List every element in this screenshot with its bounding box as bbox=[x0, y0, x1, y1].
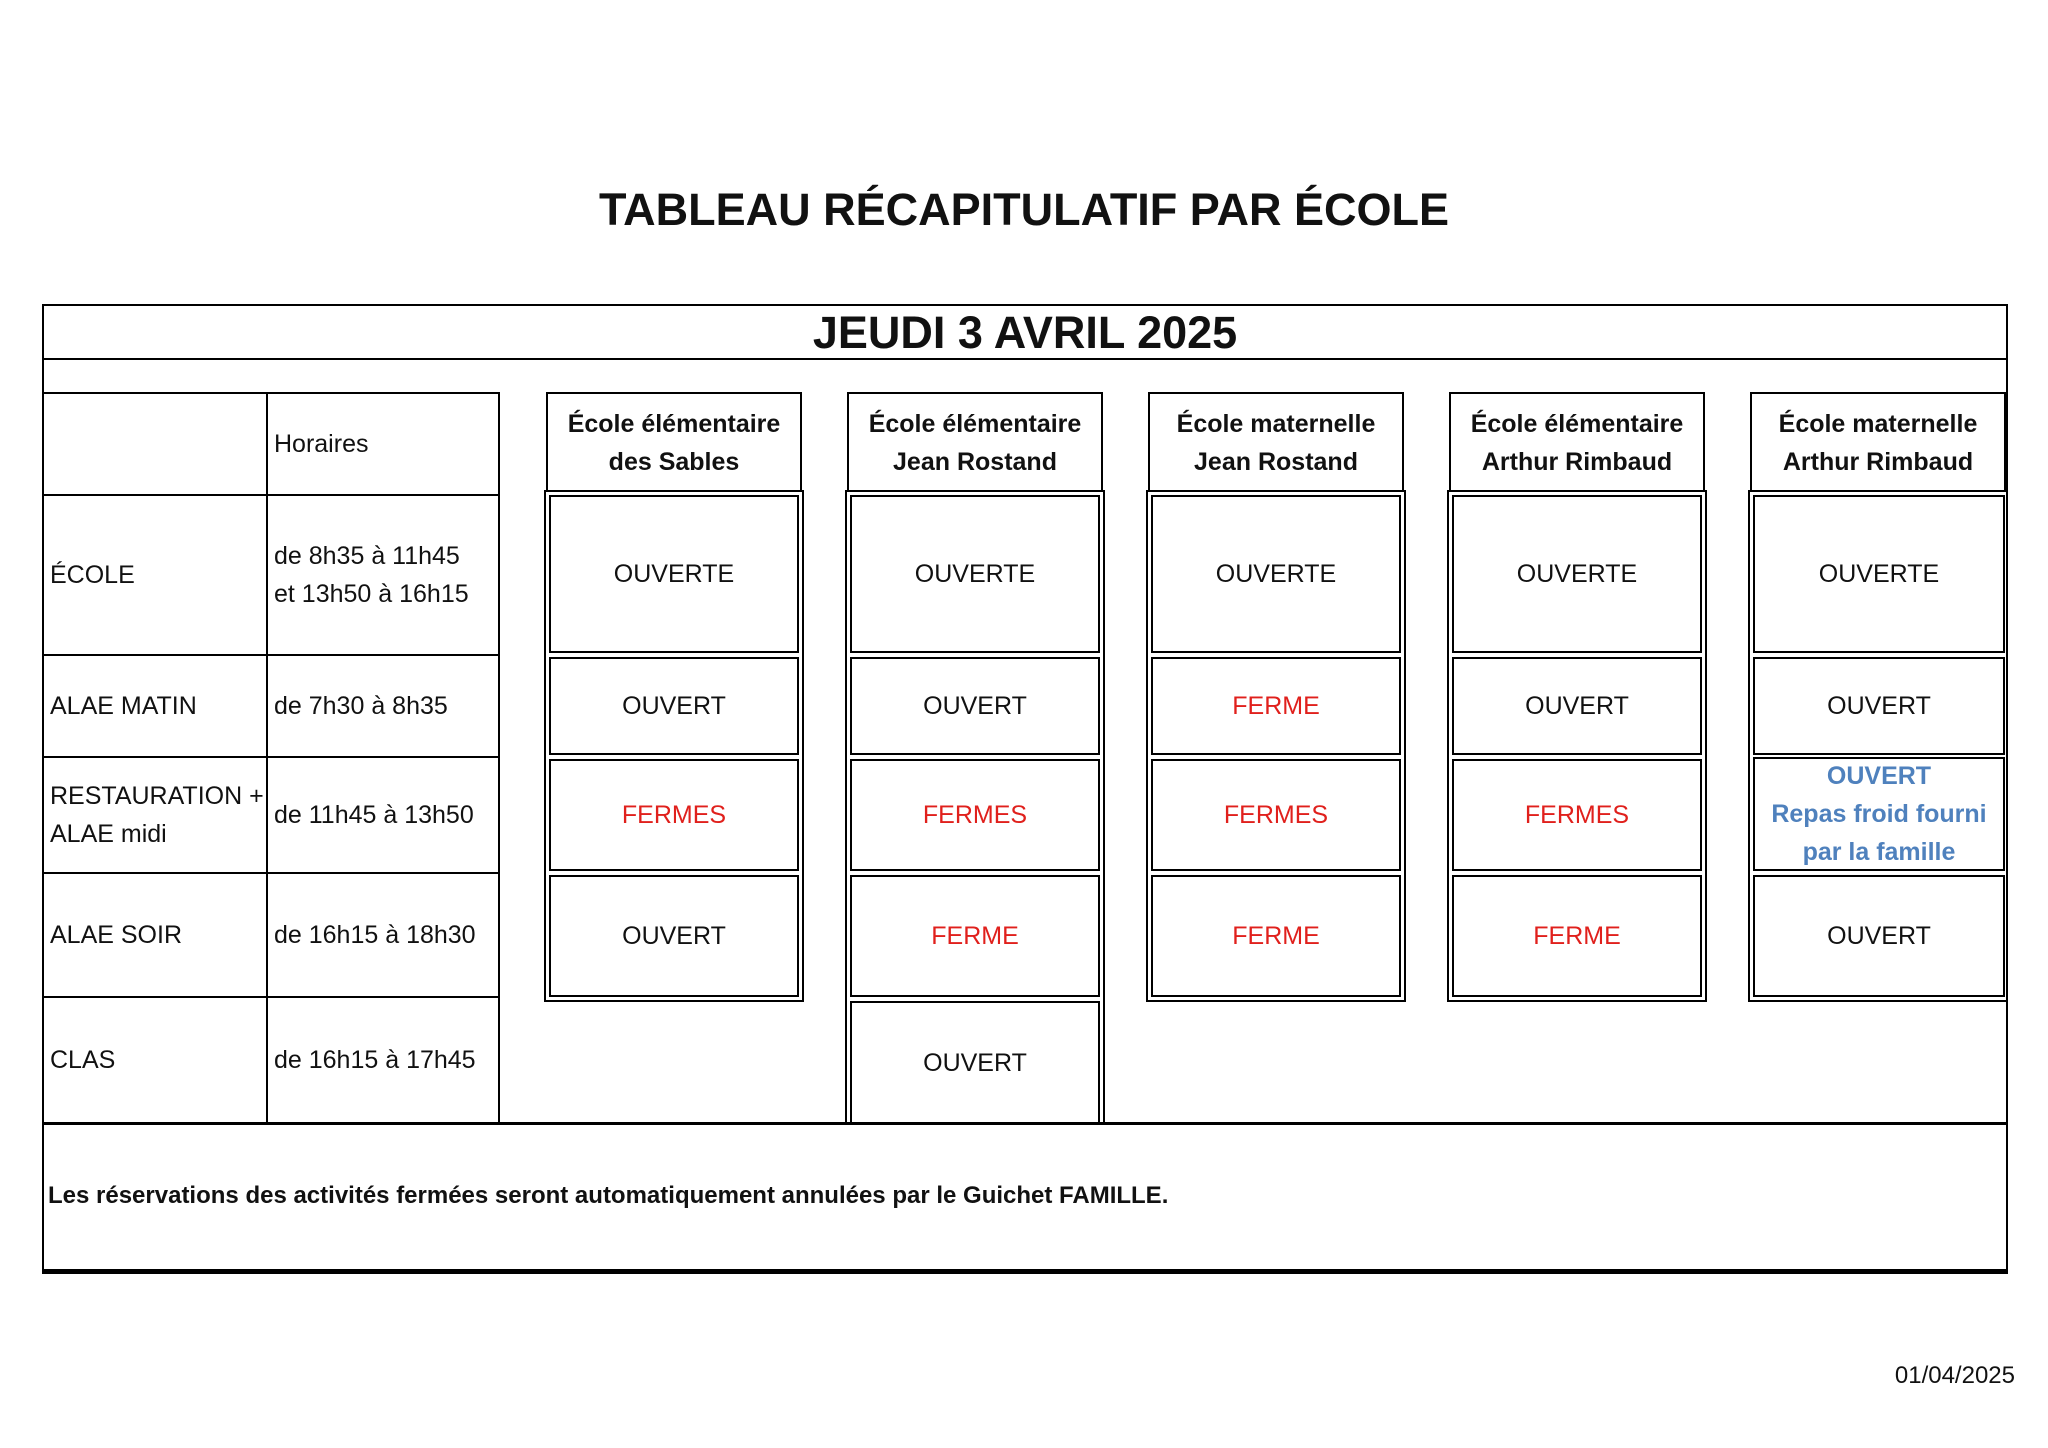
hours-header-cell bbox=[266, 392, 500, 496]
hours-label: de 11h45 à 13h50 bbox=[274, 801, 474, 829]
status-alae-soir-mat-jean-rostand: FERME bbox=[1151, 875, 1401, 997]
status-ecole-mat-arthur-rimbaud: OUVERTE bbox=[1753, 495, 2005, 653]
row-hours-ecole bbox=[266, 494, 500, 656]
status-alae-matin-elem-jean-rostand: OUVERT bbox=[850, 657, 1100, 755]
status-ecole-elem-jean-rostand: OUVERTE bbox=[850, 495, 1100, 653]
footer-note: Les réservations des activités fermées seront automatiquement annulées par le Guichet FAMILLE. bbox=[48, 1182, 1169, 1209]
activity-label: RESTAURATION + ALAE midi bbox=[50, 782, 264, 848]
row-hours-alae-matin bbox=[266, 654, 500, 758]
row-label-clas bbox=[42, 996, 268, 1124]
row-hours-restauration bbox=[266, 756, 500, 874]
status-ecole-elem-arthur-rimbaud: OUVERTE bbox=[1452, 495, 1702, 653]
status-restauration-mat-jean-rostand: FERMES bbox=[1151, 759, 1401, 871]
school-header-sables: École élémentaire des Sables bbox=[546, 392, 802, 492]
status-restauration-elem-arthur-rimbaud: FERMES bbox=[1452, 759, 1702, 871]
status-restauration-sables: FERMES bbox=[549, 759, 799, 871]
status-restauration-mat-arthur-rimbaud: OUVERT Repas froid fourni par la famille bbox=[1753, 757, 2005, 871]
row-label-ecole bbox=[42, 494, 268, 656]
status-alae-soir-elem-arthur-rimbaud: FERME bbox=[1452, 875, 1702, 997]
row-hours-clas bbox=[266, 996, 500, 1124]
activity-label: ALAE SOIR bbox=[50, 921, 182, 949]
status-alae-matin-elem-arthur-rimbaud: OUVERT bbox=[1452, 657, 1702, 755]
hours-label: de 7h30 à 8h35 bbox=[274, 692, 448, 720]
activity-label: ÉCOLE bbox=[50, 561, 135, 589]
status-alae-matin-sables: OUVERT bbox=[549, 657, 799, 755]
divider bbox=[42, 358, 2008, 360]
school-header-mat-jean-rostand: École maternelle Jean Rostand bbox=[1148, 392, 1404, 492]
hours-label: de 16h15 à 18h30 bbox=[274, 921, 476, 949]
status-alae-soir-elem-jean-rostand: FERME bbox=[850, 875, 1100, 997]
school-header-elem-arthur-rimbaud: École élémentaire Arthur Rimbaud bbox=[1449, 392, 1705, 492]
hours-label: de 16h15 à 17h45 bbox=[274, 1046, 476, 1074]
school-header-mat-arthur-rimbaud: École maternelle Arthur Rimbaud bbox=[1750, 392, 2006, 492]
activity-label: ALAE MATIN bbox=[50, 692, 197, 720]
status-clas-elem-jean-rostand: OUVERT bbox=[850, 1001, 1100, 1124]
date-heading: JEUDI 3 AVRIL 2025 bbox=[812, 307, 1238, 358]
status-restauration-elem-jean-rostand: FERMES bbox=[850, 759, 1100, 871]
row-label-alae-matin bbox=[42, 654, 268, 758]
page-title: TABLEAU RÉCAPITULATIF PAR ÉCOLE bbox=[599, 184, 1449, 235]
row-hours-alae-soir bbox=[266, 872, 500, 998]
status-ecole-sables: OUVERTE bbox=[549, 495, 799, 653]
status-alae-soir-mat-arthur-rimbaud: OUVERT bbox=[1753, 875, 2005, 997]
status-alae-matin-mat-jean-rostand: FERME bbox=[1151, 657, 1401, 755]
activity-label: CLAS bbox=[50, 1046, 116, 1074]
hours-header-label: Horaires bbox=[274, 430, 369, 458]
status-alae-soir-sables: OUVERT bbox=[549, 875, 799, 997]
school-header-elem-jean-rostand: École élémentaire Jean Rostand bbox=[847, 392, 1103, 492]
status-alae-matin-mat-arthur-rimbaud: OUVERT bbox=[1753, 657, 2005, 755]
row-label-alae-soir bbox=[42, 872, 268, 998]
document-date: 01/04/2025 bbox=[1894, 1362, 2015, 1389]
status-ecole-mat-jean-rostand: OUVERTE bbox=[1151, 495, 1401, 653]
row-label-restauration bbox=[42, 756, 268, 874]
empty-header-cell bbox=[42, 392, 268, 496]
hours-label: de 8h35 à 11h45 et 13h50 à 16h15 bbox=[274, 542, 469, 608]
